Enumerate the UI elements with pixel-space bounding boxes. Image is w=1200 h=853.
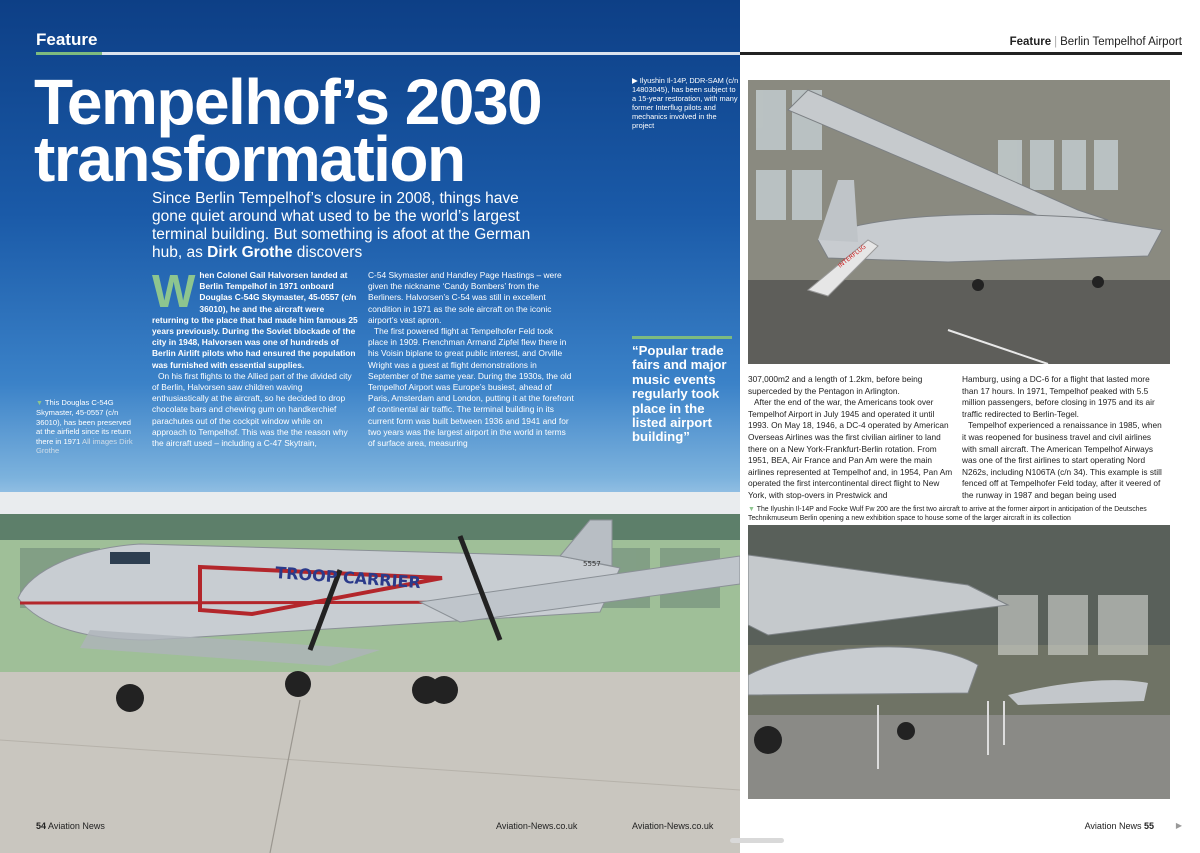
standfirst-author: Dirk Grothe	[207, 244, 293, 261]
drop-cap: W	[152, 265, 196, 317]
page-scrollbar[interactable]	[730, 838, 784, 843]
caption-right-text: The Ilyushin Il-14P and Focke Wulf Fw 200 are the first two aircraft to arrive at the former airport in anticipation of the Deutsches Technikmuseum Berlin opening a new exhibition space to house some of the larger aircraft in its collection	[748, 506, 1147, 522]
hangar-interior-photo	[748, 525, 1170, 799]
body-column-1	[152, 265, 358, 449]
body-paragraph: After the end of the war, the Americans took over Tempelhof Airport in July 1945 and operated it until 1993. On May 18, 1946, a DC-4 operated by American Overseas Airlines was the first civilian airliner to land there on a New York-Frankfurt-Berlin rotation. From 1951, BEA, Air France and Pan Am were the main airlines represented at Tempelhof and, in 1954, Pan Am operated the first intercontinental direct flight to New York, with stop-overs in Prestwick and	[748, 397, 953, 500]
lead-paragraph: hen Colonel Gail Halvorsen landed at Berlin Tempelhof in 1971 onboard Douglas C-54G Skymaster, 45-0557 (c/n 36010), he and the aircraft were returning to the place that had made him famous 25 years previously. During the Soviet blockade of the city in 1948, Halvorsen was one of hundreds of Berlin Airlift pilots who had ensured the population was furnished with essential supplies.	[152, 270, 358, 370]
left-url: Aviation-News.co.uk	[496, 821, 578, 831]
terminal-window-band	[0, 514, 740, 540]
body-paragraph: Tempelhof experienced a renaissance in 1985, when it was reopened for business travel and civil airlines with small aircraft. The American Tempelhof Airways was one of the first airlines to start operating Nord N262s, including N106TA (c/n 34). This example is still fenced off at Tempelhofer Feld today, after it veered of the runway in 1987 and began being used	[962, 420, 1162, 500]
tail-number: 5557	[583, 560, 601, 568]
next-page-arrow-icon[interactable]: ▶	[1175, 821, 1182, 830]
caption-triangle-icon: ▼	[748, 506, 755, 513]
standfirst-end: discovers	[296, 244, 363, 261]
standfirst-text: Since Berlin Tempelhof’s closure in 2008, things have gone quiet around what used to be the world’s largest terminal building. But something is afoot at the German hub, as	[152, 190, 531, 261]
pull-quote: “Popular trade fairs and major music events regularly took place in the listed airport building”	[632, 343, 727, 445]
terminal-roof	[0, 492, 740, 514]
header-rule-accent	[36, 52, 102, 55]
caption-left	[36, 398, 134, 455]
section-label: Feature	[36, 30, 98, 49]
left-folio-title: Aviation News	[48, 821, 105, 831]
stair-text: INTERFLUG	[836, 243, 868, 270]
right-folio-title: Aviation News	[1084, 821, 1142, 831]
right-page-number: 55	[1143, 821, 1154, 831]
caption-top	[632, 76, 740, 130]
right-url: Aviation-News.co.uk	[632, 821, 714, 831]
left-folio	[36, 821, 105, 831]
caption-arrow-icon: ▶	[632, 76, 638, 85]
photo-credit: All images Dirk Grothe	[36, 436, 133, 456]
pull-quote-rule	[632, 336, 732, 339]
body-column-3	[748, 374, 953, 502]
body-column-4	[962, 374, 1167, 502]
standfirst	[152, 190, 532, 262]
running-header-title: Berlin Tempelhof Airport	[1060, 36, 1182, 48]
body-paragraph: The first powered flight at Tempelhofer Feld took place in 1909. Frenchman Armand Zipfel flew there in his Voisin biplane to great public interest, and Orville Wright was a guest at flight demonstrations in September of the same year. During the 1930s, the old Tempelhof Airport was Europe’s busiest, ahead of Paris, Amsterdam and London, putting it at the forefront of continental air traffic. The terminal building in its current form was built between 1936 and 1941 and for two years was the largest airport in the world in terms of surface area, measuring	[368, 326, 574, 449]
left-page-number: 54	[36, 821, 47, 831]
right-folio	[1085, 821, 1154, 831]
running-header: Feature | Berlin Tempelhof Airport	[1009, 36, 1182, 48]
body-paragraph: C-54 Skymaster and Handley Page Hastings – were given the nickname ‘Candy Bombers’ from the Berliners. Halvorsen’s C-54 was still in excellent condition in 1971 as the sole aircraft on the iconic airport’s vast apron.	[368, 270, 562, 325]
headline: Tempelhof’s 2030 transformation	[34, 66, 542, 195]
caption-left-text: This Douglas C-54G Skymaster, 45-0557 (c/n 36010), has been preserved at the airfield since its return there in 1971	[36, 398, 131, 446]
caption-top-text: Ilyushin Il-14P, DDR-SAM (c/n 14803045), has been subject to a 15-year restoration, with many former Interflug pilots and mechanics involved in the project	[632, 76, 739, 130]
caption-triangle-icon: ▼	[36, 400, 43, 407]
il14-hangar-photo	[748, 80, 1170, 364]
apron	[0, 672, 740, 853]
caption-right	[748, 505, 1158, 523]
fuselage-text: TROOP CARRIER	[274, 563, 422, 593]
running-header-rule	[740, 52, 1182, 55]
body-paragraph: On his first flights to the Allied part of the divided city of Berlin, Halvorsen saw children waving enthusiastically at the aircraft, so he decided to drop chocolate bars and chewing gum on handkerchief parachutes out of the cockpit window while on approach to Tempelhof. This was the the reason why the aircraft used – including a C-47 Skytrain,	[152, 370, 352, 449]
body-paragraph: Hamburg, using a DC-6 for a flight that lasted more than 17 hours. In 1971, Tempelhof peaked with 5.5 million passengers, before closing in 1975 and its air traffic redirected to Berlin-Tegel.	[962, 374, 1155, 419]
header-rule	[36, 52, 740, 55]
body-paragraph: 307,000m2 and a length of 1.2km, before being superceded by the Pentagon in Arlington.	[748, 374, 923, 396]
body-column-2	[368, 270, 574, 449]
running-header-section: Feature	[1009, 36, 1052, 48]
